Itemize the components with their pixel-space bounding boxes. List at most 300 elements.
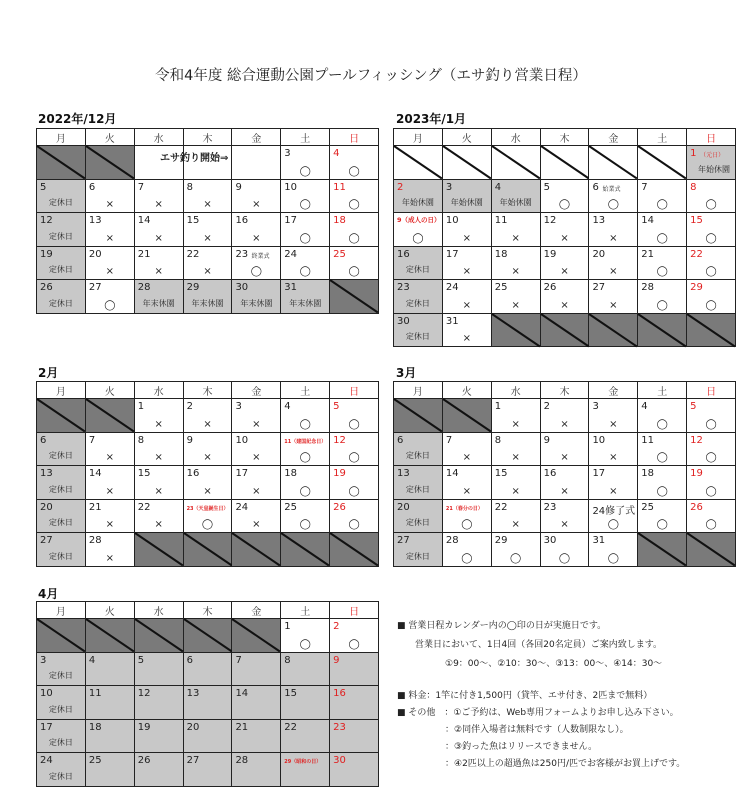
open-mark: ◯	[299, 519, 311, 530]
day-cell	[394, 399, 443, 433]
day-number: 16	[543, 468, 557, 479]
day-number: 27	[40, 535, 53, 546]
day-cell	[394, 533, 443, 567]
day-number: 27	[397, 535, 410, 546]
closed-mark: ×	[609, 485, 618, 497]
status-label: 定休日	[48, 704, 73, 714]
open-mark: ◯	[348, 519, 360, 530]
day-cell	[37, 179, 86, 213]
day-cell	[589, 246, 638, 280]
day-cell	[281, 146, 330, 180]
day-cell	[85, 179, 134, 213]
day-cell	[687, 280, 736, 314]
day-cell	[281, 719, 330, 753]
status-label: 定休日	[405, 451, 430, 460]
diagonal-line	[37, 146, 85, 179]
day-number: 21	[137, 248, 151, 260]
day-number: 20	[397, 501, 410, 513]
closed-mark: ×	[203, 452, 212, 463]
closed-mark: ×	[462, 299, 471, 311]
day-cell	[638, 313, 687, 347]
day-cell	[85, 499, 134, 533]
month-label-jan: 2023年/1月	[396, 112, 467, 126]
day-number: 13	[592, 215, 606, 226]
closed-mark: ×	[511, 485, 520, 497]
day-cell	[687, 432, 736, 466]
day-number: 25	[494, 282, 508, 293]
day-number: 18	[494, 248, 508, 260]
day-number: 30	[543, 535, 557, 546]
weekday-header: 土	[281, 382, 330, 399]
day-cell	[281, 432, 330, 466]
day-cell	[281, 753, 330, 787]
day-cell	[540, 146, 589, 180]
open-mark: ◯	[348, 266, 360, 277]
weekday-header: 金	[589, 382, 638, 399]
closed-mark: ×	[203, 485, 212, 497]
day-number: 1	[690, 148, 697, 159]
closed-mark: ×	[105, 199, 114, 210]
weekday-header: 日	[330, 382, 379, 399]
day-number: 11	[641, 434, 655, 446]
diagonal-line	[638, 146, 686, 179]
closed-mark: ×	[252, 232, 261, 244]
day-number: 9	[235, 181, 242, 193]
closed-mark: ×	[154, 519, 163, 530]
day-number: 28	[88, 535, 102, 546]
day-number: 3	[284, 148, 291, 159]
day-cell	[589, 466, 638, 500]
day-number: 17	[445, 248, 459, 260]
status-label: 年始休園	[499, 198, 532, 207]
day-cell	[687, 466, 736, 500]
day-number: 22	[186, 248, 200, 260]
day-cell	[232, 146, 281, 180]
open-mark: ◯	[705, 519, 717, 530]
day-cell	[394, 146, 443, 180]
weekday-header: 日	[330, 129, 379, 146]
day-number: 24	[284, 248, 298, 260]
day-number: 29	[186, 282, 200, 293]
day-cell	[540, 399, 589, 433]
day-cell	[491, 399, 540, 433]
diagonal-line	[492, 146, 540, 179]
closed-mark: ×	[105, 266, 114, 277]
weekday-header: 水	[134, 129, 183, 146]
day-cell	[85, 533, 134, 567]
day-cell	[589, 499, 638, 533]
day-number: 6	[40, 434, 47, 446]
day-cell	[491, 280, 540, 314]
day-number: 19	[137, 721, 151, 733]
day-cell	[589, 533, 638, 567]
closed-mark: ×	[560, 452, 569, 463]
open-mark: ◯	[705, 418, 717, 430]
open-mark: ◯	[461, 519, 473, 530]
open-mark: ◯	[656, 519, 668, 530]
day-number: 23	[333, 721, 346, 733]
day-cell	[394, 499, 443, 533]
day-cell	[442, 399, 491, 433]
day-number: 7	[235, 654, 242, 666]
open-mark: ◯	[299, 199, 311, 210]
day-cell	[589, 313, 638, 347]
weekday-header: 火	[85, 129, 134, 146]
day-cell	[491, 499, 540, 533]
weekday-header: 金	[232, 382, 281, 399]
open-mark: ◯	[348, 452, 360, 463]
day-cell	[442, 146, 491, 180]
closed-mark: ×	[252, 485, 261, 497]
day-cell	[687, 499, 736, 533]
day-cell	[85, 399, 134, 433]
day-note: 始業式	[602, 185, 621, 193]
open-mark: ◯	[705, 232, 717, 244]
day-cell	[281, 652, 330, 686]
open-mark: ◯	[299, 452, 311, 463]
status-label: 定休日	[405, 298, 430, 308]
day-cell	[491, 179, 540, 213]
day-cell	[687, 399, 736, 433]
day-cell	[330, 652, 379, 686]
day-cell	[232, 533, 281, 567]
calendar-jan	[393, 128, 736, 347]
day-cell	[37, 213, 86, 247]
day-cell	[442, 179, 491, 213]
open-mark: ◯	[607, 552, 619, 564]
day-cell	[183, 399, 232, 433]
day-cell	[134, 246, 183, 280]
day-cell	[330, 619, 379, 653]
closed-mark: ×	[203, 266, 212, 277]
day-number: 18	[88, 721, 102, 733]
day-number: 27	[186, 755, 200, 766]
day-number: 31	[284, 282, 298, 293]
closed-mark: ×	[252, 519, 261, 530]
closed-mark: ×	[252, 199, 261, 210]
day-cell	[232, 686, 281, 720]
day-cell	[232, 753, 281, 787]
open-mark: ◯	[656, 232, 668, 244]
day-cell	[134, 213, 183, 247]
note-line-4: ■ 料金：1竿に付き1,500円（貸竿、エサ付き、2匹まで無料）	[397, 691, 653, 701]
day-cell	[540, 466, 589, 500]
day-number: 8	[284, 654, 291, 666]
closed-mark: ×	[560, 299, 569, 311]
day-number: 16	[235, 215, 249, 226]
day-cell	[160, 146, 232, 180]
day-cell	[394, 466, 443, 500]
day-number: 12	[543, 215, 557, 226]
day-cell	[687, 146, 736, 180]
day-cell	[37, 466, 86, 500]
closed-mark: ×	[609, 418, 618, 430]
weekday-header: 木	[540, 382, 589, 399]
day-cell	[281, 466, 330, 500]
open-mark: ◯	[656, 452, 668, 463]
day-number: 14	[137, 215, 151, 226]
day-number: 8	[137, 434, 145, 446]
day-cell	[394, 432, 443, 466]
day-cell	[638, 466, 687, 500]
day-cell	[183, 213, 232, 247]
note-line-5: ■ その他 ：①ご予約は、Web専用フォームよりお申し込み下さい。	[397, 708, 679, 718]
weekday-header: 水	[134, 382, 183, 399]
status-label: 定休日	[405, 518, 430, 527]
weekday-header: 火	[442, 129, 491, 146]
day-cell	[281, 533, 330, 567]
day-number: 13	[88, 215, 102, 226]
open-mark: ◯	[705, 266, 717, 277]
day-cell	[37, 146, 86, 180]
day-cell	[37, 619, 86, 653]
day-cell	[540, 246, 589, 280]
open-mark: ◯	[299, 485, 311, 497]
closed-mark: ×	[462, 452, 471, 463]
day-cell	[442, 246, 491, 280]
day-number: 8	[690, 181, 697, 193]
day-cell	[540, 432, 589, 466]
day-note: 終業式	[251, 252, 270, 260]
weekday-header: 土	[281, 129, 330, 146]
day-cell	[134, 652, 183, 686]
day-cell	[281, 619, 330, 653]
status-label: 年始休園	[450, 198, 483, 207]
weekday-header: 月	[394, 382, 443, 399]
weekday-header: 火	[442, 382, 491, 399]
closed-mark: ×	[105, 452, 114, 463]
day-number: 21（春分の日）	[445, 505, 483, 512]
day-number: 21	[641, 248, 655, 260]
day-cell	[330, 213, 379, 247]
closed-mark: ×	[105, 519, 114, 530]
day-cell	[638, 399, 687, 433]
open-mark: ◯	[461, 552, 473, 564]
day-cell	[394, 213, 443, 247]
day-number: 14	[235, 688, 249, 699]
day-number: 3	[592, 401, 599, 412]
day-cell	[183, 499, 232, 533]
day-number: 22	[494, 501, 508, 513]
day-number: 12	[690, 434, 703, 446]
day-number: 9	[543, 434, 550, 446]
day-number: 22	[137, 501, 151, 513]
diagonal-line	[394, 146, 442, 179]
open-mark: ◯	[299, 165, 311, 177]
diagonal-line	[638, 533, 686, 566]
diagonal-line	[330, 533, 378, 566]
day-number: 14	[88, 468, 102, 479]
open-mark: ◯	[656, 266, 668, 277]
day-cell	[183, 533, 232, 567]
day-number: 6	[592, 181, 599, 193]
day-cell	[491, 246, 540, 280]
diagonal-line	[589, 314, 637, 347]
day-cell	[183, 179, 232, 213]
day-number: 3	[235, 401, 242, 412]
note-line-8: ：④2匹以上の超過魚は250円/匹でお客様がお買上げです。	[445, 759, 686, 769]
day-number: 15	[186, 215, 200, 226]
day-number: 4	[284, 401, 291, 412]
open-mark: ◯	[348, 199, 360, 210]
weekday-header: 水	[491, 129, 540, 146]
closed-mark: ×	[154, 452, 163, 463]
closed-mark: ×	[105, 552, 114, 564]
closed-mark: ×	[203, 199, 212, 210]
day-number: 14	[641, 215, 655, 226]
day-number: 16	[186, 468, 200, 479]
day-cell	[183, 432, 232, 466]
diagonal-line	[86, 146, 134, 179]
month-label-mar: 3月	[396, 366, 417, 380]
day-number: 28	[235, 755, 249, 766]
closed-mark: ×	[462, 266, 471, 277]
open-mark: ◯	[705, 485, 717, 497]
day-number: 29	[494, 535, 508, 546]
day-number: 23	[397, 282, 410, 293]
open-mark: ◯	[558, 552, 571, 564]
day-number: 26	[333, 501, 346, 513]
day-number: 23	[543, 501, 557, 513]
day-cell	[540, 313, 589, 347]
day-cell	[37, 399, 86, 433]
day-cell	[330, 466, 379, 500]
day-cell	[491, 146, 540, 180]
day-cell	[442, 213, 491, 247]
note-line-6: ：②同伴入場者は無料です（人数制限なし）。	[445, 725, 629, 735]
diagonal-line	[37, 399, 85, 432]
day-number: 6	[88, 181, 96, 193]
weekday-header: 水	[134, 602, 183, 619]
day-note: （元日）	[700, 152, 725, 159]
day-number: 6	[397, 434, 404, 446]
diagonal-line	[232, 533, 280, 566]
day-number: 28	[137, 282, 151, 293]
day-cell	[85, 432, 134, 466]
open-mark: ◯	[412, 232, 424, 244]
day-number: 12	[137, 688, 151, 699]
day-cell	[491, 533, 540, 567]
day-cell	[183, 753, 232, 787]
open-mark: ◯	[607, 519, 619, 530]
closed-mark: ×	[511, 452, 520, 463]
status-label: 定休日	[48, 231, 73, 241]
day-number: 10	[40, 688, 53, 699]
day-number: 30	[235, 282, 249, 293]
weekday-header: 金	[589, 129, 638, 146]
day-cell	[134, 753, 183, 787]
diagonal-line	[492, 314, 540, 347]
day-cell	[589, 213, 638, 247]
day-number: 17	[40, 721, 53, 733]
status-label: 定休日	[405, 484, 430, 494]
day-number: 28	[445, 535, 459, 546]
open-mark: ◯	[558, 199, 571, 210]
day-number: 18	[333, 215, 346, 226]
open-mark: ◯	[348, 485, 360, 497]
day-cell	[281, 213, 330, 247]
month-label-apr: 4月	[38, 587, 59, 601]
day-cell	[442, 499, 491, 533]
day-number: 26	[543, 282, 557, 293]
day-number: 25	[88, 755, 102, 766]
day-cell	[232, 399, 281, 433]
day-number: 31	[592, 535, 606, 546]
day-number: 7	[88, 434, 96, 446]
note-line-3: ①9：00～、②10：30～、③13：00～、④14：30～	[445, 659, 663, 669]
day-cell	[687, 313, 736, 347]
day-cell	[540, 179, 589, 213]
closed-mark: ×	[609, 452, 618, 463]
weekday-header: 月	[37, 602, 86, 619]
weekday-header: 月	[394, 129, 443, 146]
diagonal-line	[443, 399, 491, 432]
day-number: 20	[186, 721, 200, 733]
closed-mark: ×	[154, 232, 163, 244]
day-cell	[232, 719, 281, 753]
closed-mark: ×	[252, 418, 261, 430]
day-number: 6	[186, 654, 193, 666]
day-number: 21	[235, 721, 249, 733]
day-cell	[183, 466, 232, 500]
day-cell	[85, 246, 134, 280]
day-number: 25	[641, 501, 655, 513]
weekday-header: 火	[85, 602, 134, 619]
day-cell	[134, 533, 183, 567]
announcement: エサ釣り開始⇒	[160, 153, 229, 164]
day-number: 28	[641, 282, 655, 293]
day-cell	[85, 686, 134, 720]
open-mark: ◯	[201, 519, 214, 530]
diagonal-line	[86, 399, 134, 432]
status-label: 定休日	[48, 198, 73, 207]
day-cell	[638, 499, 687, 533]
day-number: 19	[690, 468, 703, 479]
diagonal-line	[281, 533, 329, 566]
status-label: 定休日	[48, 451, 73, 460]
day-cell	[442, 313, 491, 347]
status-label: 年末休園	[142, 298, 175, 308]
day-cell	[281, 280, 330, 314]
weekday-header: 木	[183, 602, 232, 619]
day-cell	[281, 246, 330, 280]
closed-mark: ×	[511, 232, 520, 244]
day-number: 26	[137, 755, 151, 766]
weekday-header: 月	[37, 129, 86, 146]
note-line-7: ：③釣った魚はリリースできません。	[445, 742, 598, 752]
weekday-header: 木	[183, 129, 232, 146]
day-number: 1	[494, 401, 502, 412]
day-cell	[232, 466, 281, 500]
open-mark: ◯	[656, 299, 668, 311]
day-cell	[37, 719, 86, 753]
day-cell	[134, 280, 183, 314]
weekday-header: 土	[281, 602, 330, 619]
weekday-header: 木	[183, 382, 232, 399]
day-cell	[232, 652, 281, 686]
closed-mark: ×	[154, 266, 163, 277]
day-cell	[232, 499, 281, 533]
day-number: 12	[40, 215, 53, 226]
day-number: 5	[543, 181, 550, 193]
day-cell	[491, 313, 540, 347]
open-mark: ◯	[510, 552, 522, 564]
day-cell	[442, 533, 491, 567]
weekday-header: 金	[232, 602, 281, 619]
closed-mark: ×	[511, 418, 520, 430]
diagonal-line	[232, 619, 280, 652]
day-number: 9	[186, 434, 193, 446]
